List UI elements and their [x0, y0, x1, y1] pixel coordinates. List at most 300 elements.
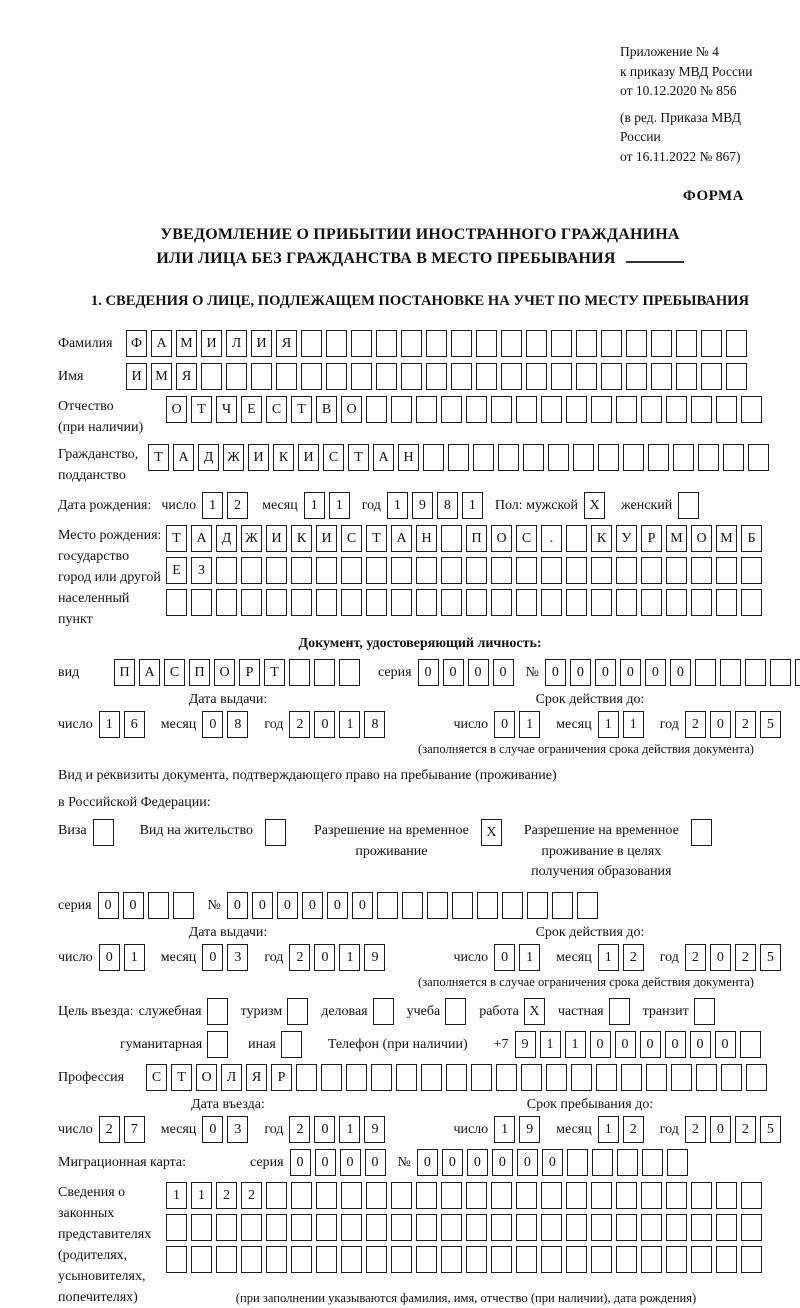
birth-place-cells-row-2-box[interactable] [666, 557, 687, 584]
patronymic-cells-box[interactable]: С [266, 396, 287, 423]
representatives-cells-row-2-box[interactable] [666, 1214, 687, 1241]
representatives-cells-row-3-box[interactable] [616, 1246, 637, 1273]
representatives-cells-row-3-box[interactable] [266, 1246, 287, 1273]
representatives-cells-row-3-box[interactable] [166, 1246, 187, 1273]
identity-expiry-day-cells-box[interactable]: 0 [494, 711, 515, 738]
citizenship-cells-box[interactable] [623, 444, 644, 471]
representatives-cells-row-1-box[interactable]: 1 [191, 1182, 212, 1209]
birth-place-cells-row-3-box[interactable] [441, 589, 462, 616]
birth-place-cells-row-3-box[interactable] [266, 589, 287, 616]
migration-series-cells-box[interactable]: 0 [365, 1149, 386, 1176]
edu-residence-checkbox-box[interactable] [691, 819, 712, 846]
birth-place-cells-row-1-box[interactable]: О [491, 525, 512, 552]
birth-place-cells-row-2-box[interactable] [541, 557, 562, 584]
identity-issue-year-cells-box[interactable]: 2 [289, 711, 310, 738]
identity-kind-cells-box[interactable]: П [189, 659, 210, 686]
birth-place-cells-row-3-box[interactable] [491, 589, 512, 616]
phone-cells-box[interactable]: 1 [565, 1031, 586, 1058]
patronymic-cells-box[interactable]: Т [291, 396, 312, 423]
citizenship-cells-box[interactable]: Т [348, 444, 369, 471]
given-name-cells-box[interactable] [676, 363, 697, 390]
purpose-tourism-checkbox-box[interactable] [287, 998, 308, 1025]
patronymic-cells-box[interactable]: О [166, 396, 187, 423]
given-name-cells-box[interactable] [301, 363, 322, 390]
profession-cells-box[interactable]: С [146, 1064, 167, 1091]
representatives-cells-row-2-box[interactable] [241, 1214, 262, 1241]
representatives-cells-row-3-box[interactable] [641, 1246, 662, 1273]
sex-male-checkbox-box[interactable]: X [584, 492, 605, 519]
surname-cells-box[interactable] [626, 330, 647, 357]
phone-cells-box[interactable]: 9 [515, 1031, 536, 1058]
birth-place-cells-row-1-box[interactable]: Д [216, 525, 237, 552]
birth-place-cells-row-2-box[interactable] [466, 557, 487, 584]
profession-cells-box[interactable] [471, 1064, 492, 1091]
profession-cells-box[interactable] [571, 1064, 592, 1091]
identity-series-cells-box[interactable]: 0 [493, 659, 514, 686]
patronymic-cells-box[interactable] [691, 396, 712, 423]
citizenship-cells-box[interactable]: Т [148, 444, 169, 471]
profession-cells-box[interactable] [496, 1064, 517, 1091]
birth-place-cells-row-2-box[interactable] [691, 557, 712, 584]
birth-year-cells-box[interactable]: 9 [412, 492, 433, 519]
given-name-cells-box[interactable] [501, 363, 522, 390]
surname-cells-box[interactable]: И [201, 330, 222, 357]
stay-number-cells-box[interactable]: 0 [352, 892, 373, 919]
patronymic-cells-box[interactable] [466, 396, 487, 423]
identity-expiry-year-cells-box[interactable]: 5 [760, 711, 781, 738]
birth-place-cells-row-2-box[interactable] [316, 557, 337, 584]
citizenship-cells-box[interactable]: Н [398, 444, 419, 471]
birth-place-cells-row-3-box[interactable] [191, 589, 212, 616]
surname-cells-box[interactable] [726, 330, 747, 357]
patronymic-cells-box[interactable] [541, 396, 562, 423]
identity-issue-month-cells-box[interactable]: 0 [202, 711, 223, 738]
profession-cells-box[interactable]: О [196, 1064, 217, 1091]
representatives-cells-row-2-box[interactable] [291, 1214, 312, 1241]
identity-series-cells-box[interactable]: 0 [418, 659, 439, 686]
identity-expiry-month-cells-box[interactable]: 1 [623, 711, 644, 738]
birth-place-cells-row-1-box[interactable]: И [266, 525, 287, 552]
profession-cells-box[interactable] [646, 1064, 667, 1091]
representatives-cells-row-1-box[interactable] [666, 1182, 687, 1209]
given-name-cells-box[interactable] [326, 363, 347, 390]
identity-number-cells-box[interactable] [745, 659, 766, 686]
stay-number-cells-box[interactable] [577, 892, 598, 919]
identity-expiry-year-cells-box[interactable]: 2 [735, 711, 756, 738]
given-name-cells-box[interactable] [726, 363, 747, 390]
birth-place-cells-row-2-box[interactable] [216, 557, 237, 584]
representatives-cells-row-2-box[interactable] [641, 1214, 662, 1241]
identity-issue-month-cells-box[interactable]: 8 [227, 711, 248, 738]
identity-number-cells-box[interactable] [695, 659, 716, 686]
representatives-cells-row-1-box[interactable] [491, 1182, 512, 1209]
entry-year-cells-box[interactable]: 2 [289, 1116, 310, 1143]
identity-issue-year-cells-box[interactable]: 0 [314, 711, 335, 738]
birth-place-cells-row-3-box[interactable] [366, 589, 387, 616]
birth-place-cells-row-2-box[interactable] [516, 557, 537, 584]
birth-day-cells-box[interactable]: 1 [202, 492, 223, 519]
surname-cells-box[interactable] [476, 330, 497, 357]
profession-cells-box[interactable] [746, 1064, 767, 1091]
representatives-cells-row-2-box[interactable] [341, 1214, 362, 1241]
stay-until-year-cells-box[interactable]: 0 [710, 1116, 731, 1143]
stay-issue-year-cells-box[interactable]: 9 [364, 944, 385, 971]
surname-cells-box[interactable]: Я [276, 330, 297, 357]
representatives-cells-row-3-box[interactable] [416, 1246, 437, 1273]
given-name-cells-box[interactable] [251, 363, 272, 390]
given-name-cells-box[interactable] [426, 363, 447, 390]
birth-place-cells-row-2-box[interactable] [641, 557, 662, 584]
patronymic-cells-box[interactable]: О [341, 396, 362, 423]
representatives-cells-row-2-box[interactable] [591, 1214, 612, 1241]
profession-cells-box[interactable] [446, 1064, 467, 1091]
birth-place-cells-row-3-box[interactable] [416, 589, 437, 616]
stay-issue-day-cells-box[interactable]: 0 [99, 944, 120, 971]
identity-expiry-year-cells-box[interactable]: 2 [685, 711, 706, 738]
surname-cells-box[interactable] [326, 330, 347, 357]
birth-place-cells-row-3-box[interactable] [666, 589, 687, 616]
stay-number-cells-box[interactable] [377, 892, 398, 919]
identity-kind-cells-box[interactable]: С [164, 659, 185, 686]
representatives-cells-row-3-box[interactable] [566, 1246, 587, 1273]
birth-place-cells-row-2-box[interactable] [566, 557, 587, 584]
patronymic-cells-box[interactable] [416, 396, 437, 423]
migration-number-cells-box[interactable]: 0 [542, 1149, 563, 1176]
identity-issue-day-cells-box[interactable]: 6 [124, 711, 145, 738]
patronymic-cells-box[interactable] [566, 396, 587, 423]
representatives-cells-row-2-box[interactable] [316, 1214, 337, 1241]
given-name-cells-box[interactable] [201, 363, 222, 390]
identity-series-cells-box[interactable]: 0 [468, 659, 489, 686]
migration-number-cells-box[interactable]: 0 [467, 1149, 488, 1176]
stay-series-cells-box[interactable] [173, 892, 194, 919]
identity-issue-day-cells-box[interactable]: 1 [99, 711, 120, 738]
stay-series-cells-box[interactable]: 0 [123, 892, 144, 919]
birth-place-cells-row-1-box[interactable] [566, 525, 587, 552]
birth-place-cells-row-2-box[interactable] [366, 557, 387, 584]
citizenship-cells-box[interactable]: Д [198, 444, 219, 471]
patronymic-cells-box[interactable] [391, 396, 412, 423]
given-name-cells-box[interactable] [401, 363, 422, 390]
birth-place-cells-row-3-box[interactable] [166, 589, 187, 616]
stay-until-month-cells-box[interactable]: 2 [623, 1116, 644, 1143]
birth-place-cells-row-3-box[interactable] [391, 589, 412, 616]
surname-cells-box[interactable] [301, 330, 322, 357]
birth-place-cells-row-1-box[interactable]: Т [366, 525, 387, 552]
birth-place-cells-row-1-box[interactable]: Ж [241, 525, 262, 552]
representatives-cells-row-3-box[interactable] [366, 1246, 387, 1273]
identity-issue-year-cells-box[interactable]: 8 [364, 711, 385, 738]
representatives-cells-row-2-box[interactable] [416, 1214, 437, 1241]
representatives-cells-row-3-box[interactable] [241, 1246, 262, 1273]
identity-kind-cells-box[interactable]: Р [239, 659, 260, 686]
identity-kind-cells-box[interactable]: А [139, 659, 160, 686]
birth-place-cells-row-2-box[interactable] [241, 557, 262, 584]
surname-cells-box[interactable] [576, 330, 597, 357]
entry-month-cells-box[interactable]: 3 [227, 1116, 248, 1143]
representatives-cells-row-3-box[interactable] [516, 1246, 537, 1273]
profession-cells-box[interactable] [321, 1064, 342, 1091]
citizenship-cells-box[interactable] [498, 444, 519, 471]
migration-number-cells-box[interactable]: 0 [417, 1149, 438, 1176]
birth-place-cells-row-1-box[interactable]: К [591, 525, 612, 552]
surname-cells-box[interactable] [501, 330, 522, 357]
stay-number-cells-box[interactable] [552, 892, 573, 919]
citizenship-cells-box[interactable] [548, 444, 569, 471]
identity-kind-cells-box[interactable]: Т [264, 659, 285, 686]
identity-expiry-day-cells-box[interactable]: 1 [519, 711, 540, 738]
representatives-cells-row-1-box[interactable] [366, 1182, 387, 1209]
migration-number-cells-box[interactable]: 0 [442, 1149, 463, 1176]
surname-cells-box[interactable] [351, 330, 372, 357]
surname-cells-box[interactable] [551, 330, 572, 357]
citizenship-cells-box[interactable]: И [248, 444, 269, 471]
identity-number-cells-box[interactable]: 0 [570, 659, 591, 686]
representatives-cells-row-3-box[interactable] [216, 1246, 237, 1273]
birth-place-cells-row-1-box[interactable]: А [391, 525, 412, 552]
citizenship-cells-box[interactable] [648, 444, 669, 471]
representatives-cells-row-2-box[interactable] [441, 1214, 462, 1241]
stay-until-day-cells-box[interactable]: 1 [494, 1116, 515, 1143]
sex-female-checkbox-box[interactable] [678, 492, 699, 519]
birth-place-cells-row-3-box[interactable] [591, 589, 612, 616]
stay-number-cells-box[interactable] [527, 892, 548, 919]
stay-expiry-year-cells-box[interactable]: 2 [685, 944, 706, 971]
profession-cells-box[interactable] [396, 1064, 417, 1091]
surname-cells-box[interactable] [601, 330, 622, 357]
birth-place-cells-row-3-box[interactable] [516, 589, 537, 616]
phone-cells-box[interactable]: 0 [615, 1031, 636, 1058]
profession-cells-box[interactable]: Т [171, 1064, 192, 1091]
phone-cells-box[interactable]: 0 [665, 1031, 686, 1058]
stay-expiry-month-cells-box[interactable]: 1 [598, 944, 619, 971]
representatives-cells-row-1-box[interactable] [741, 1182, 762, 1209]
surname-cells-box[interactable] [451, 330, 472, 357]
birth-place-cells-row-1-box[interactable]: М [666, 525, 687, 552]
surname-cells-box[interactable] [651, 330, 672, 357]
identity-number-cells-box[interactable]: 0 [620, 659, 641, 686]
stay-number-cells-box[interactable]: 0 [227, 892, 248, 919]
representatives-cells-row-2-box[interactable] [616, 1214, 637, 1241]
patronymic-cells-box[interactable] [591, 396, 612, 423]
stay-expiry-day-cells-box[interactable]: 1 [519, 944, 540, 971]
given-name-cells-box[interactable] [476, 363, 497, 390]
stay-number-cells-box[interactable] [477, 892, 498, 919]
representatives-cells-row-2-box[interactable] [741, 1214, 762, 1241]
patronymic-cells-box[interactable]: В [316, 396, 337, 423]
phone-cells-box[interactable]: 1 [540, 1031, 561, 1058]
phone-cells-box[interactable]: 0 [690, 1031, 711, 1058]
birth-place-cells-row-1-box[interactable] [441, 525, 462, 552]
given-name-cells-box[interactable] [626, 363, 647, 390]
birth-place-cells-row-2-box[interactable] [266, 557, 287, 584]
birth-place-cells-row-3-box[interactable] [566, 589, 587, 616]
birth-place-cells-row-3-box[interactable] [241, 589, 262, 616]
stay-until-day-cells-box[interactable]: 9 [519, 1116, 540, 1143]
representatives-cells-row-3-box[interactable] [741, 1246, 762, 1273]
birth-place-cells-row-1-box[interactable]: Р [641, 525, 662, 552]
representatives-cells-row-2-box[interactable] [166, 1214, 187, 1241]
visa-checkbox-box[interactable] [93, 819, 114, 846]
birth-place-cells-row-1-box[interactable]: Т [166, 525, 187, 552]
representatives-cells-row-1-box[interactable] [266, 1182, 287, 1209]
birth-place-cells-row-2-box[interactable]: Е [166, 557, 187, 584]
birth-place-cells-row-1-box[interactable]: К [291, 525, 312, 552]
entry-day-cells-box[interactable]: 7 [124, 1116, 145, 1143]
given-name-cells-box[interactable] [351, 363, 372, 390]
purpose-other-checkbox-box[interactable] [281, 1031, 302, 1058]
stay-issue-day-cells-box[interactable]: 1 [124, 944, 145, 971]
identity-issue-year-cells-box[interactable]: 1 [339, 711, 360, 738]
representatives-cells-row-3-box[interactable] [541, 1246, 562, 1273]
profession-cells-box[interactable] [521, 1064, 542, 1091]
stay-issue-month-cells-box[interactable]: 3 [227, 944, 248, 971]
profession-cells-box[interactable] [421, 1064, 442, 1091]
stay-number-cells-box[interactable] [452, 892, 473, 919]
representatives-cells-row-1-box[interactable] [341, 1182, 362, 1209]
birth-place-cells-row-2-box[interactable] [416, 557, 437, 584]
stay-issue-month-cells-box[interactable]: 0 [202, 944, 223, 971]
stay-expiry-day-cells-box[interactable]: 0 [494, 944, 515, 971]
representatives-cells-row-3-box[interactable] [341, 1246, 362, 1273]
profession-cells-box[interactable] [696, 1064, 717, 1091]
entry-year-cells-box[interactable]: 1 [339, 1116, 360, 1143]
given-name-cells-box[interactable] [276, 363, 297, 390]
birth-place-cells-row-3-box[interactable] [616, 589, 637, 616]
identity-number-cells-box[interactable]: 0 [595, 659, 616, 686]
stay-number-cells-box[interactable]: 0 [302, 892, 323, 919]
citizenship-cells-box[interactable]: А [173, 444, 194, 471]
representatives-cells-row-1-box[interactable] [516, 1182, 537, 1209]
residence-permit-checkbox-box[interactable] [265, 819, 286, 846]
patronymic-cells-box[interactable]: Ч [216, 396, 237, 423]
patronymic-cells-box[interactable] [616, 396, 637, 423]
stay-expiry-year-cells-box[interactable]: 0 [710, 944, 731, 971]
representatives-cells-row-3-box[interactable] [316, 1246, 337, 1273]
stay-issue-year-cells-box[interactable]: 2 [289, 944, 310, 971]
representatives-cells-row-2-box[interactable] [366, 1214, 387, 1241]
purpose-transit-checkbox-box[interactable] [694, 998, 715, 1025]
given-name-cells-box[interactable] [576, 363, 597, 390]
patronymic-cells-box[interactable] [716, 396, 737, 423]
representatives-cells-row-2-box[interactable] [466, 1214, 487, 1241]
representatives-cells-row-1-box[interactable]: 2 [216, 1182, 237, 1209]
phone-cells-box[interactable]: 0 [590, 1031, 611, 1058]
identity-number-cells-box[interactable]: 0 [645, 659, 666, 686]
surname-cells-box[interactable] [426, 330, 447, 357]
representatives-cells-row-3-box[interactable] [291, 1246, 312, 1273]
profession-cells-box[interactable] [546, 1064, 567, 1091]
stay-number-cells-box[interactable] [427, 892, 448, 919]
birth-place-cells-row-1-box[interactable]: С [516, 525, 537, 552]
birth-place-cells-row-2-box[interactable] [591, 557, 612, 584]
purpose-business-checkbox-box[interactable] [373, 998, 394, 1025]
birth-place-cells-row-3-box[interactable] [316, 589, 337, 616]
representatives-cells-row-2-box[interactable] [691, 1214, 712, 1241]
surname-cells-box[interactable]: Ф [126, 330, 147, 357]
given-name-cells-box[interactable] [651, 363, 672, 390]
citizenship-cells-box[interactable] [473, 444, 494, 471]
representatives-cells-row-1-box[interactable] [716, 1182, 737, 1209]
patronymic-cells-box[interactable] [641, 396, 662, 423]
representatives-cells-row-2-box[interactable] [216, 1214, 237, 1241]
birth-place-cells-row-2-box[interactable] [341, 557, 362, 584]
birth-place-cells-row-1-box[interactable]: М [716, 525, 737, 552]
migration-series-cells-box[interactable]: 0 [340, 1149, 361, 1176]
representatives-cells-row-2-box[interactable] [541, 1214, 562, 1241]
birth-place-cells-row-3-box[interactable] [216, 589, 237, 616]
stay-number-cells-box[interactable]: 0 [252, 892, 273, 919]
phone-cells-box[interactable] [740, 1031, 761, 1058]
identity-kind-cells-box[interactable] [314, 659, 335, 686]
patronymic-cells-box[interactable]: Е [241, 396, 262, 423]
representatives-cells-row-2-box[interactable] [391, 1214, 412, 1241]
purpose-humanitarian-checkbox-box[interactable] [207, 1031, 228, 1058]
birth-day-cells-box[interactable]: 2 [227, 492, 248, 519]
migration-number-cells-box[interactable]: 0 [492, 1149, 513, 1176]
birth-month-cells-box[interactable]: 1 [304, 492, 325, 519]
profession-cells-box[interactable] [621, 1064, 642, 1091]
birth-place-cells-row-2-box[interactable] [291, 557, 312, 584]
representatives-cells-row-2-box[interactable] [266, 1214, 287, 1241]
profession-cells-box[interactable]: Я [246, 1064, 267, 1091]
surname-cells-box[interactable]: И [251, 330, 272, 357]
surname-cells-box[interactable] [401, 330, 422, 357]
representatives-cells-row-2-box[interactable] [716, 1214, 737, 1241]
representatives-cells-row-1-box[interactable] [316, 1182, 337, 1209]
citizenship-cells-box[interactable]: С [323, 444, 344, 471]
identity-number-cells-box[interactable]: 0 [545, 659, 566, 686]
surname-cells-box[interactable] [376, 330, 397, 357]
birth-place-cells-row-3-box[interactable] [291, 589, 312, 616]
entry-year-cells-box[interactable]: 9 [364, 1116, 385, 1143]
birth-place-cells-row-3-box[interactable] [541, 589, 562, 616]
representatives-cells-row-1-box[interactable] [691, 1182, 712, 1209]
given-name-cells-box[interactable]: Я [176, 363, 197, 390]
birth-place-cells-row-3-box[interactable] [716, 589, 737, 616]
citizenship-cells-box[interactable] [573, 444, 594, 471]
citizenship-cells-box[interactable]: И [298, 444, 319, 471]
representatives-cells-row-3-box[interactable] [591, 1246, 612, 1273]
profession-cells-box[interactable]: Р [271, 1064, 292, 1091]
birth-place-cells-row-1-box[interactable]: И [316, 525, 337, 552]
phone-cells-box[interactable]: 0 [640, 1031, 661, 1058]
birth-place-cells-row-3-box[interactable] [641, 589, 662, 616]
given-name-cells-box[interactable] [701, 363, 722, 390]
birth-month-cells-box[interactable]: 1 [329, 492, 350, 519]
birth-place-cells-row-2-box[interactable] [391, 557, 412, 584]
identity-expiry-month-cells-box[interactable]: 1 [598, 711, 619, 738]
identity-number-cells-box[interactable] [720, 659, 741, 686]
identity-series-cells-box[interactable]: 0 [443, 659, 464, 686]
purpose-official-checkbox-box[interactable] [207, 998, 228, 1025]
stay-until-year-cells-box[interactable]: 2 [685, 1116, 706, 1143]
citizenship-cells-box[interactable] [598, 444, 619, 471]
migration-series-cells-box[interactable]: 0 [290, 1149, 311, 1176]
identity-number-cells-box[interactable]: 0 [670, 659, 691, 686]
birth-year-cells-box[interactable]: 1 [387, 492, 408, 519]
representatives-cells-row-1-box[interactable] [441, 1182, 462, 1209]
stay-series-cells-box[interactable] [148, 892, 169, 919]
identity-kind-cells-box[interactable]: О [214, 659, 235, 686]
citizenship-cells-box[interactable]: К [273, 444, 294, 471]
birth-place-cells-row-2-box[interactable] [716, 557, 737, 584]
representatives-cells-row-2-box[interactable] [516, 1214, 537, 1241]
representatives-cells-row-3-box[interactable] [666, 1246, 687, 1273]
representatives-cells-row-2-box[interactable] [191, 1214, 212, 1241]
representatives-cells-row-1-box[interactable] [616, 1182, 637, 1209]
birth-place-cells-row-1-box[interactable]: У [616, 525, 637, 552]
